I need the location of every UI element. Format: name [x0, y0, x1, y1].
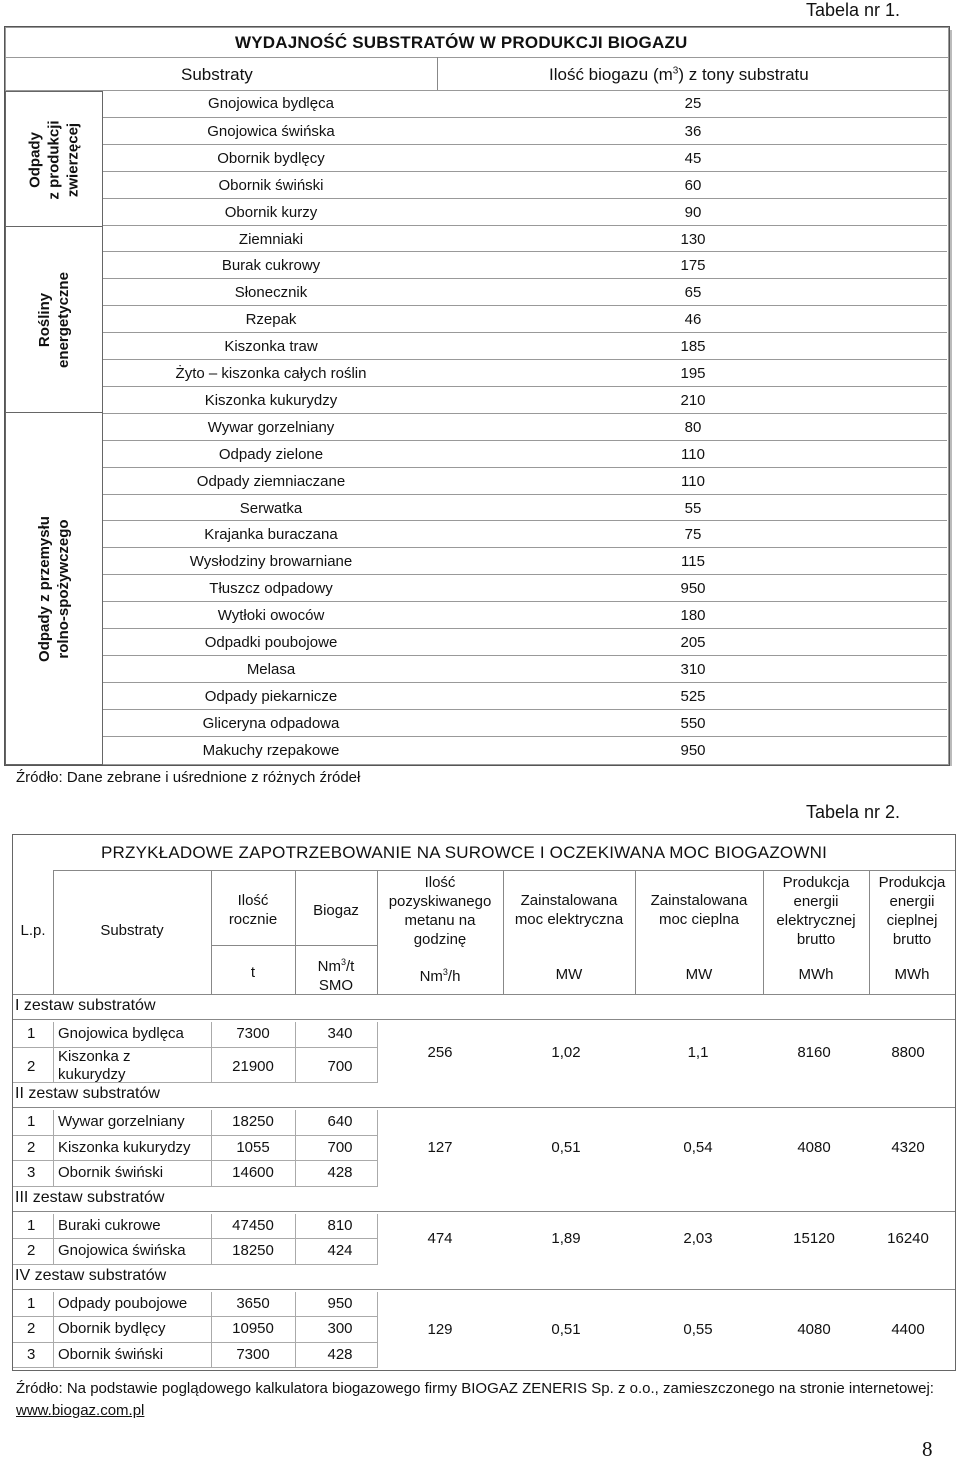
- group-label: Odpady z produkcji zwierzęcej: [26, 119, 82, 200]
- table1: [4, 26, 950, 766]
- table1-header-substrates: Substraty: [181, 65, 253, 84]
- substrate-name: Obornik kurzy: [224, 203, 318, 221]
- row-number: 1: [27, 1025, 36, 1042]
- substrate-name: Makuchy rzepakowe: [202, 741, 340, 759]
- table1-header-biogas: Ilość biogazu $(m^3)$ z tony substratu: [549, 65, 809, 84]
- table1-title: WYDAJNOŚĆ SUBSTRATÓW W PRODUKCJI BIOGAZU: [235, 33, 688, 52]
- biogas-yield: 130: [680, 230, 706, 248]
- biogas-yield: 75: [684, 526, 702, 544]
- substrate-name: Wysłodziny browarniane: [189, 553, 353, 571]
- table1-row: [103, 305, 947, 333]
- table2: [12, 834, 956, 1371]
- biogas-yield: 310: [680, 660, 706, 678]
- annual-amount: 18250: [232, 1242, 274, 1260]
- substrate-name: Ziemniaki: [238, 230, 304, 248]
- result-value: 2,03: [683, 1230, 713, 1248]
- biogas-yield: 424: [327, 1242, 353, 1260]
- table1-row: [103, 682, 947, 710]
- biogas-yield: 205: [680, 634, 706, 651]
- biogas-yield: 25: [684, 95, 702, 112]
- substrate-name: Odpady zielone: [218, 445, 324, 463]
- table1-row: [103, 332, 947, 360]
- row-number: 3: [27, 1164, 36, 1182]
- header-annual-amount: Ilość rocznie: [228, 892, 278, 928]
- biogas-yield: 45: [684, 149, 702, 167]
- substrate-row: [13, 1343, 377, 1369]
- table1-row: [103, 225, 947, 253]
- row-number: 1: [27, 1113, 36, 1131]
- annual-amount: 18250: [232, 1113, 274, 1131]
- group-agrifood-waste: [5, 412, 103, 765]
- result-value: 474: [427, 1230, 453, 1248]
- result-value: 8800: [891, 1043, 925, 1061]
- result-value: 0,55: [683, 1320, 713, 1338]
- row-number: 2: [27, 1057, 36, 1075]
- header-electric-power: Zainstalowana moc elektryczna: [514, 892, 624, 928]
- substrate-set-title: II zestaw substratów: [15, 1085, 160, 1103]
- substrate-name: Obornik bydlęcy: [217, 149, 325, 167]
- row-number: 1: [27, 1294, 36, 1312]
- substrate-name: Odpadki poubojowe: [204, 634, 338, 651]
- biogas-yield: 55: [684, 499, 702, 517]
- biogas-yield: 115: [681, 553, 705, 571]
- header-biogas: Biogaz: [313, 902, 359, 919]
- substrate-name: Obornik świński: [58, 1345, 164, 1363]
- annual-amount: 7300: [236, 1025, 270, 1042]
- set-results: [13, 1044, 955, 1064]
- table2-label: Tabela nr 2.: [806, 802, 901, 822]
- biogas-yield: 640: [327, 1113, 353, 1131]
- biogas-yield: 185: [680, 338, 706, 356]
- biogas-yield: 65: [684, 284, 702, 302]
- result-value: 15120: [793, 1230, 835, 1248]
- substrate-name: Serwatka: [239, 499, 303, 517]
- page-number: 8: [922, 1437, 933, 1461]
- substrate-name: Gnojowica świńska: [207, 122, 335, 140]
- biogas-yield: 700: [327, 1057, 353, 1075]
- result-value: 0,54: [683, 1139, 713, 1157]
- biogas-yield: 950: [327, 1294, 353, 1312]
- result-value: 4080: [797, 1139, 831, 1157]
- biogas-yield: 46: [684, 311, 702, 329]
- row-number: 1: [27, 1216, 36, 1234]
- result-value: 129: [427, 1320, 453, 1338]
- substrate-name: Melasa: [246, 660, 296, 678]
- header-heat-power: Zainstalowana moc cieplna: [650, 892, 748, 928]
- row-number: 2: [27, 1138, 36, 1156]
- substrate-name: Kiszonka z kukurydzy: [58, 1047, 131, 1083]
- result-value: 0,51: [551, 1139, 581, 1157]
- substrate-name: Wywar gorzelniany: [207, 418, 335, 436]
- annual-amount: 7300: [236, 1345, 270, 1363]
- biogas-yield: 110: [681, 472, 705, 490]
- source-link[interactable]: www.biogaz.com.pl: [16, 1402, 145, 1419]
- table1-row: [103, 574, 947, 602]
- biogas-yield: 80: [684, 418, 702, 436]
- substrate-name: Wytłoki owoców: [217, 607, 325, 625]
- substrate-name: Buraki cukrowe: [58, 1216, 161, 1234]
- annual-amount: 1055: [236, 1138, 270, 1156]
- table1-row: [103, 198, 947, 226]
- biogas-yield: 60: [684, 176, 702, 194]
- annual-amount: 10950: [232, 1320, 274, 1338]
- table1-label: Tabela nr 1.: [806, 0, 901, 20]
- set-results: [13, 1321, 955, 1341]
- row-number: 3: [27, 1345, 36, 1363]
- biogas-yield: 195: [680, 365, 706, 382]
- result-value: 4400: [891, 1320, 925, 1338]
- biogas-yield: 180: [680, 607, 706, 625]
- unit-nm3-t: Nm$^3$/t SMO: [317, 957, 355, 994]
- substrate-set-title: I zestaw substratów: [15, 997, 156, 1014]
- substrate-row: [13, 1110, 377, 1136]
- biogas-yield: 550: [680, 714, 706, 732]
- substrate-name: Kiszonka traw: [224, 338, 318, 356]
- annual-amount: 47450: [232, 1216, 274, 1234]
- substrate-name: Rzepak: [245, 311, 297, 329]
- table1-row: [103, 494, 947, 522]
- substrate-name: Krajanka buraczana: [204, 526, 338, 544]
- table1-row: [103, 359, 947, 387]
- result-value: 4080: [797, 1320, 831, 1338]
- unit-mw-heat: MW: [685, 966, 713, 983]
- group-energy-crops: [5, 226, 103, 414]
- result-value: 1,89: [551, 1230, 581, 1248]
- biogas-yield: 300: [327, 1320, 353, 1338]
- table1-source: Źródło: Dane zebrane i uśrednione z różnych źródeł: [16, 769, 361, 786]
- table1-row: [103, 655, 947, 683]
- table1-row: [103, 547, 947, 575]
- biogas-yield: 210: [680, 391, 706, 409]
- set-results: [13, 1139, 955, 1159]
- table1-row: [103, 520, 947, 548]
- biogas-yield: 950: [680, 580, 706, 598]
- substrate-name: Odpady piekarnicze: [204, 687, 338, 705]
- result-value: 127: [427, 1139, 453, 1157]
- substrate-name: Obornik bydlęcy: [58, 1320, 166, 1338]
- substrate-name: Obornik świński: [218, 176, 324, 194]
- table1-row: [103, 413, 947, 441]
- row-number: 2: [27, 1242, 36, 1260]
- unit-mw-electric: MW: [555, 966, 583, 983]
- result-value: 1,02: [551, 1043, 581, 1061]
- set-results: [13, 1230, 955, 1250]
- result-value: 8160: [797, 1043, 831, 1061]
- biogas-yield: 175: [680, 257, 706, 275]
- table1-row: [103, 467, 947, 495]
- substrate-set-title: III zestaw substratów: [15, 1188, 165, 1206]
- biogas-yield: 340: [327, 1025, 353, 1042]
- table1-row: [103, 144, 947, 172]
- group-label: Odpady z przemysłu rolno-spożywczego: [36, 515, 72, 662]
- biogas-yield: 428: [327, 1164, 353, 1182]
- annual-amount: 3650: [236, 1294, 270, 1312]
- substrate-name: Odpady ziemniaczane: [196, 472, 346, 490]
- unit-t: t: [250, 964, 256, 981]
- substrate-name: Gnojowica świńska: [58, 1242, 186, 1260]
- substrate-row: [13, 1161, 377, 1187]
- substrate-name: Gliceryna odpadowa: [202, 714, 340, 732]
- result-value: 16240: [887, 1230, 929, 1248]
- result-value: 1,1: [687, 1043, 709, 1061]
- biogas-yield: 428: [327, 1345, 353, 1363]
- substrate-name: Tłuszcz odpadowy: [209, 580, 333, 598]
- table1-row: [103, 628, 947, 656]
- substrate-name: Kiszonka kukurydzy: [58, 1138, 191, 1156]
- header-heat-production: Produkcja energii cieplnej brutto: [878, 874, 946, 948]
- substrate-name: Obornik świński: [58, 1164, 164, 1182]
- table2-title: PRZYKŁADOWE ZAPOTRZEBOWANIE NA SUROWCE I OCZEKIWANA MOC BIOGAZOWNI: [101, 843, 827, 862]
- biogas-yield: 950: [680, 741, 706, 759]
- unit-mwh-heat: MWh: [894, 966, 930, 983]
- header-lp: L.p.: [20, 922, 46, 939]
- biogas-yield: 700: [327, 1138, 353, 1156]
- substrate-name: Żyto – kiszonka całych roślin: [175, 365, 367, 382]
- biogas-yield: 90: [684, 203, 702, 221]
- substrate-name: Gnojowica bydlęca: [58, 1025, 184, 1042]
- result-value: 0,51: [551, 1320, 581, 1338]
- row-number: 2: [27, 1320, 36, 1338]
- group-animal-waste: [5, 91, 103, 228]
- table1-row: [103, 171, 947, 199]
- substrate-name: Odpady poubojowe: [58, 1294, 188, 1312]
- table1-row: [103, 386, 947, 414]
- group-label: Rośliny energetyczne: [36, 272, 72, 368]
- table1-row: [103, 90, 947, 117]
- header-methane: Ilość pozyskiwanego metanu na godzinę: [388, 874, 492, 948]
- result-value: 4320: [891, 1139, 925, 1157]
- table1-row: [103, 709, 947, 737]
- table1-row: [103, 601, 947, 629]
- substrate-name: Gnojowica bydlęca: [208, 95, 334, 112]
- substrate-name: Kiszonka kukurydzy: [204, 391, 338, 409]
- unit-nm3-h: Nm$^3$/h: [419, 967, 461, 985]
- biogas-yield: 36: [684, 122, 702, 140]
- substrate-name: Wywar gorzelniany: [58, 1113, 185, 1131]
- header-substrates: Substraty: [100, 922, 164, 939]
- biogas-yield: 525: [680, 687, 706, 705]
- annual-amount: 14600: [232, 1164, 274, 1182]
- unit-mwh-electric: MWh: [798, 966, 834, 983]
- table1-row: [103, 251, 947, 279]
- table1-row: [103, 117, 947, 145]
- result-value: 256: [427, 1043, 453, 1061]
- table1-row: [103, 736, 947, 764]
- table1-row: [103, 278, 947, 306]
- header-electric-production: Produkcja energii elektrycznej brutto: [776, 874, 856, 948]
- annual-amount: 21900: [232, 1057, 274, 1075]
- table2-source: Źródło: Na podstawie poglądowego kalkulatora biogazowego firmy BIOGAZ ZENERIS Sp. z o.o., zamieszczonego na stronie internetowej: www.biogaz.com.pl: [16, 1380, 934, 1419]
- substrate-row: [13, 1292, 377, 1318]
- table1-row: [103, 440, 947, 468]
- biogas-yield: 810: [327, 1216, 353, 1234]
- substrate-set-title: IV zestaw substratów: [15, 1266, 167, 1284]
- substrate-name: Burak cukrowy: [221, 257, 321, 275]
- substrate-name: Słonecznik: [234, 284, 308, 302]
- biogas-yield: 110: [681, 445, 705, 463]
